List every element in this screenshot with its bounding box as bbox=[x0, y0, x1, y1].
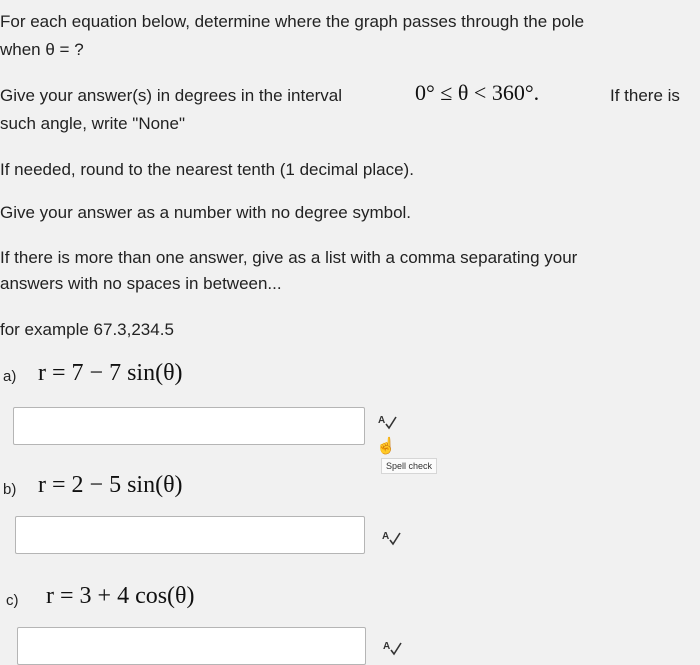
spellcheck-icon[interactable] bbox=[381, 638, 403, 656]
spell-check-tooltip: Spell check bbox=[381, 458, 437, 474]
question-b-equation: r = 2 − 5 sin(θ) bbox=[38, 472, 183, 498]
interval-math: 0° ≤ θ < 360°. bbox=[415, 80, 540, 105]
spellcheck-icon[interactable] bbox=[380, 528, 402, 546]
question-c-equation: r = 3 + 4 cos(θ) bbox=[46, 583, 195, 609]
instruction-line-9: for example 67.3,234.5 bbox=[0, 320, 174, 339]
svg-text:A: A bbox=[378, 415, 386, 426]
svg-text:A: A bbox=[383, 641, 391, 652]
instruction-line-8: answers with no spaces in between... bbox=[0, 274, 282, 293]
answer-b-input[interactable] bbox=[15, 516, 365, 554]
question-b-label: b) bbox=[3, 481, 17, 498]
instruction-line-1: For each equation below, determine where the graph passes through the pole bbox=[0, 12, 585, 31]
instruction-line-7: If there is more than one answer, give as a list with a comma separating your bbox=[0, 248, 578, 267]
spellcheck-icon[interactable] bbox=[376, 412, 398, 430]
instruction-line-2: when θ = ? bbox=[0, 40, 84, 59]
instruction-line-5: If needed, round to the nearest tenth (1 decimal place). bbox=[0, 160, 414, 179]
answer-c-input[interactable] bbox=[17, 627, 366, 665]
instruction-line-4: such angle, write "None" bbox=[0, 114, 185, 133]
question-a-label: a) bbox=[3, 368, 17, 385]
instruction-line-3a: Give your answer(s) in degrees in the interval bbox=[0, 86, 343, 105]
instruction-line-3b: If there is bbox=[610, 86, 680, 105]
question-c-label: c) bbox=[6, 592, 19, 609]
answer-a-input[interactable] bbox=[13, 407, 365, 445]
svg-text:A: A bbox=[382, 531, 390, 542]
instruction-line-6: Give your answer as a number with no degree symbol. bbox=[0, 203, 412, 222]
hand-pointer-icon: ☝ bbox=[376, 438, 396, 455]
question-a-equation: r = 7 − 7 sin(θ) bbox=[38, 360, 183, 386]
